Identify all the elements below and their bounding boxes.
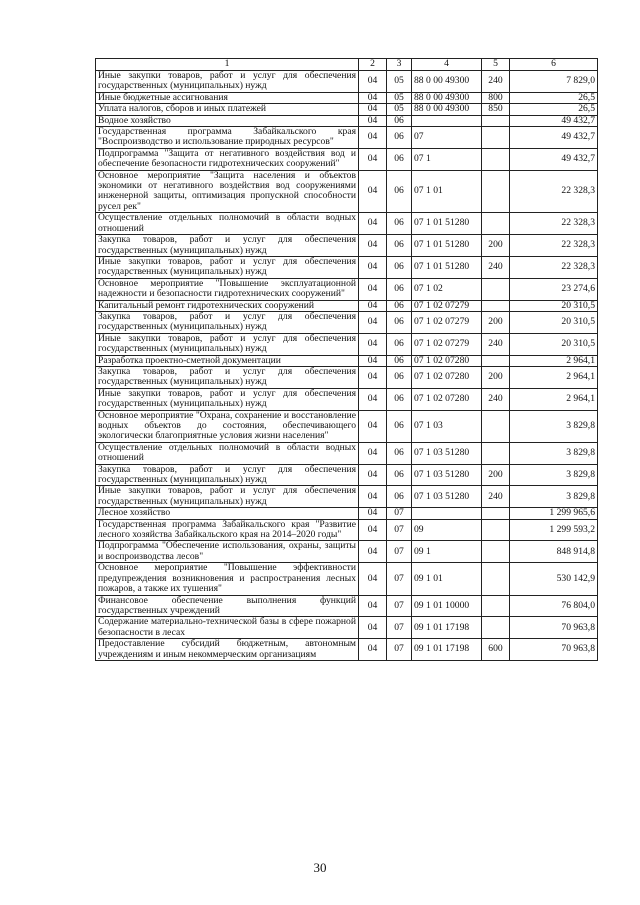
row-target-article: 07 1 02 [412, 278, 482, 300]
row-amount: 49 432,7 [510, 115, 598, 126]
row-section: 04 [359, 541, 387, 563]
row-target-article: 07 1 02 07280 [412, 366, 482, 388]
row-section: 04 [359, 300, 387, 311]
header-row [96, 59, 598, 71]
row-expense-type [482, 115, 510, 126]
table-row [96, 311, 598, 333]
table-row [96, 639, 598, 661]
row-amount: 70 963,8 [510, 639, 598, 661]
row-expense-type: 200 [482, 235, 510, 257]
row-subsection: 06 [387, 170, 412, 213]
table-row [96, 442, 598, 464]
row-subsection: 06 [387, 300, 412, 311]
row-expense-type: 850 [482, 104, 510, 115]
col-header-name: 1 [96, 59, 359, 71]
row-expense-type: 240 [482, 388, 510, 410]
table-row [96, 115, 598, 126]
table-row [96, 355, 598, 366]
table-row [96, 213, 598, 235]
row-section: 04 [359, 508, 387, 519]
row-name: Иные закупки товаров, работ и услуг для обеспечения государственных (муниципальных) нужд [96, 486, 359, 508]
row-subsection: 06 [387, 333, 412, 355]
row-amount: 20 310,5 [510, 311, 598, 333]
row-amount: 20 310,5 [510, 300, 598, 311]
table-row [96, 464, 598, 486]
row-expense-type [482, 410, 510, 442]
row-amount: 3 829,8 [510, 442, 598, 464]
row-name: Закупка товаров, работ и услуг для обеспечения государственных (муниципальных) нужд [96, 235, 359, 257]
table-row [96, 278, 598, 300]
row-expense-type [482, 442, 510, 464]
row-expense-type [482, 617, 510, 639]
row-target-article: 07 1 02 07280 [412, 388, 482, 410]
row-expense-type [482, 213, 510, 235]
table-row [96, 508, 598, 519]
row-expense-type: 240 [482, 256, 510, 278]
row-subsection: 06 [387, 464, 412, 486]
row-amount: 23 274,6 [510, 278, 598, 300]
row-target-article: 07 1 02 07280 [412, 355, 482, 366]
row-target-article: 88 0 00 49300 [412, 71, 482, 93]
row-name: Иные закупки товаров, работ и услуг для обеспечения государственных (муниципальных) нужд [96, 388, 359, 410]
row-name: Государственная программа Забайкальского края "Воспроизводство и использование природных ресурсов" [96, 127, 359, 149]
row-amount: 1 299 965,6 [510, 508, 598, 519]
row-subsection: 07 [387, 563, 412, 595]
row-section: 04 [359, 115, 387, 126]
table-row [96, 104, 598, 115]
row-section: 04 [359, 519, 387, 541]
row-section: 04 [359, 410, 387, 442]
col-header-section: 2 [359, 59, 387, 71]
row-amount: 22 328,3 [510, 170, 598, 213]
table-row [96, 333, 598, 355]
table-row [96, 541, 598, 563]
table-row [96, 92, 598, 103]
row-amount: 848 914,8 [510, 541, 598, 563]
row-amount: 22 328,3 [510, 256, 598, 278]
row-subsection: 06 [387, 148, 412, 170]
row-expense-type [482, 300, 510, 311]
row-name: Уплата налогов, сборов и иных платежей [96, 104, 359, 115]
row-section: 04 [359, 563, 387, 595]
table-row [96, 235, 598, 257]
row-name: Закупка товаров, работ и услуг для обеспечения государственных (муниципальных) нужд [96, 311, 359, 333]
row-section: 04 [359, 104, 387, 115]
row-section: 04 [359, 235, 387, 257]
row-section: 04 [359, 639, 387, 661]
row-name: Содержание материально-технической базы в сфере пожарной безопасности в лесах [96, 617, 359, 639]
row-target-article: 09 1 01 [412, 563, 482, 595]
row-amount: 76 804,0 [510, 595, 598, 617]
row-target-article: 07 1 02 07279 [412, 333, 482, 355]
table-row [96, 563, 598, 595]
row-name: Основное мероприятие "Защита населения и объектов экономики от негативного воздействия вод сооружениями инженерной защиты, оптимизация пропускной способности русел рек" [96, 170, 359, 213]
row-section: 04 [359, 278, 387, 300]
row-expense-type [482, 541, 510, 563]
row-section: 04 [359, 355, 387, 366]
row-target-article: 88 0 00 49300 [412, 104, 482, 115]
row-name: Подпрограмма "Обеспечение использования, охраны, защиты и воспроизводства лесов" [96, 541, 359, 563]
row-section: 04 [359, 213, 387, 235]
row-subsection: 07 [387, 508, 412, 519]
row-expense-type: 800 [482, 92, 510, 103]
row-subsection: 05 [387, 92, 412, 103]
row-amount: 7 829,0 [510, 71, 598, 93]
row-name: Осуществление отдельных полномочий в области водных отношений [96, 442, 359, 464]
row-subsection: 06 [387, 235, 412, 257]
row-amount: 49 432,7 [510, 127, 598, 149]
row-target-article: 09 [412, 519, 482, 541]
row-section: 04 [359, 333, 387, 355]
row-amount: 20 310,5 [510, 333, 598, 355]
row-name: Иные закупки товаров, работ и услуг для обеспечения государственных (муниципальных) нужд [96, 71, 359, 93]
table-row [96, 71, 598, 93]
row-section: 04 [359, 442, 387, 464]
row-target-article: 07 1 03 51280 [412, 464, 482, 486]
row-subsection: 06 [387, 410, 412, 442]
table-row [96, 127, 598, 149]
row-subsection: 06 [387, 213, 412, 235]
row-subsection: 06 [387, 355, 412, 366]
row-target-article: 07 1 03 [412, 410, 482, 442]
row-amount: 49 432,7 [510, 148, 598, 170]
row-amount: 1 299 593,2 [510, 519, 598, 541]
table-row [96, 256, 598, 278]
row-subsection: 06 [387, 278, 412, 300]
row-expense-type: 240 [482, 71, 510, 93]
col-header-amount: 6 [510, 59, 598, 71]
page-number: 30 [313, 860, 327, 875]
row-target-article: 09 1 01 17198 [412, 617, 482, 639]
row-section: 04 [359, 170, 387, 213]
table-row [96, 300, 598, 311]
row-amount: 22 328,3 [510, 213, 598, 235]
row-name: Предоставление субсидий бюджетным, автономным учреждениям и иным некоммерческим организациям [96, 639, 359, 661]
row-target-article: 07 1 01 51280 [412, 256, 482, 278]
row-target-article: 09 1 01 17198 [412, 639, 482, 661]
row-amount: 3 829,8 [510, 486, 598, 508]
row-name: Финансовое обеспечение выполнения функций государственных учреждений [96, 595, 359, 617]
row-target-article: 07 1 03 51280 [412, 442, 482, 464]
row-expense-type [482, 148, 510, 170]
row-name: Основное мероприятие "Повышение эффективности предупреждения возникновения и распространения лесных пожаров, а также их тушения" [96, 563, 359, 595]
row-name: Лесное хозяйство [96, 508, 359, 519]
row-target-article: 09 1 01 10000 [412, 595, 482, 617]
row-name: Закупка товаров, работ и услуг для обеспечения государственных (муниципальных) нужд [96, 464, 359, 486]
row-section: 04 [359, 595, 387, 617]
row-expense-type [482, 127, 510, 149]
row-expense-type: 200 [482, 366, 510, 388]
row-subsection: 06 [387, 388, 412, 410]
row-name: Водное хозяйство [96, 115, 359, 126]
row-target-article: 07 [412, 127, 482, 149]
table-row [96, 148, 598, 170]
row-subsection: 06 [387, 366, 412, 388]
row-subsection: 06 [387, 127, 412, 149]
row-subsection: 05 [387, 71, 412, 93]
row-expense-type: 600 [482, 639, 510, 661]
row-target-article: 07 1 [412, 148, 482, 170]
row-section: 04 [359, 617, 387, 639]
col-header-expense-type: 5 [482, 59, 510, 71]
row-name: Основное мероприятие "Повышение эксплуатационной надежности и безопасности гидротехнических сооружений" [96, 278, 359, 300]
row-name: Иные закупки товаров, работ и услуг для обеспечения государственных (муниципальных) нужд [96, 256, 359, 278]
row-section: 04 [359, 71, 387, 93]
row-target-article: 07 1 02 07279 [412, 311, 482, 333]
row-section: 04 [359, 311, 387, 333]
row-subsection: 07 [387, 617, 412, 639]
table-body [96, 71, 598, 661]
row-amount: 70 963,8 [510, 617, 598, 639]
row-amount: 26,5 [510, 104, 598, 115]
row-expense-type [482, 170, 510, 213]
table-row [96, 595, 598, 617]
row-subsection: 07 [387, 639, 412, 661]
row-expense-type: 240 [482, 486, 510, 508]
row-target-article [412, 115, 482, 126]
row-amount: 26,5 [510, 92, 598, 103]
row-expense-type: 200 [482, 311, 510, 333]
row-amount: 2 964,1 [510, 388, 598, 410]
row-subsection: 06 [387, 256, 412, 278]
row-amount: 530 142,9 [510, 563, 598, 595]
row-target-article: 07 1 01 51280 [412, 235, 482, 257]
row-name: Осуществление отдельных полномочий в области водных отношений [96, 213, 359, 235]
row-expense-type [482, 355, 510, 366]
row-subsection: 06 [387, 311, 412, 333]
row-expense-type [482, 278, 510, 300]
row-name: Иные закупки товаров, работ и услуг для обеспечения государственных (муниципальных) нужд [96, 333, 359, 355]
row-section: 04 [359, 388, 387, 410]
row-target-article [412, 508, 482, 519]
row-target-article: 07 1 01 [412, 170, 482, 213]
table-row [96, 519, 598, 541]
row-subsection: 06 [387, 486, 412, 508]
row-section: 04 [359, 366, 387, 388]
row-subsection: 07 [387, 519, 412, 541]
row-name: Разработка проектно-сметной документации [96, 355, 359, 366]
row-name: Государственная программа Забайкальского края "Развитие лесного хозяйства Забайкальского края на 2014–2020 годы" [96, 519, 359, 541]
row-amount: 2 964,1 [510, 366, 598, 388]
table-row [96, 170, 598, 213]
row-expense-type: 200 [482, 464, 510, 486]
row-amount: 3 829,8 [510, 410, 598, 442]
row-subsection: 07 [387, 595, 412, 617]
table-row [96, 486, 598, 508]
row-name: Подпрограмма "Защита от негативного воздействия вод и обеспечение безопасности гидротехнических сооружений" [96, 148, 359, 170]
row-section: 04 [359, 486, 387, 508]
row-expense-type [482, 563, 510, 595]
row-section: 04 [359, 464, 387, 486]
table-row [96, 388, 598, 410]
row-section: 04 [359, 148, 387, 170]
row-subsection: 07 [387, 541, 412, 563]
row-target-article: 07 1 02 07279 [412, 300, 482, 311]
row-name: Закупка товаров, работ и услуг для обеспечения государственных (муниципальных) нужд [96, 366, 359, 388]
row-name: Основное мероприятие "Охрана, сохранение и восстановление водных объектов до состояния, обеспечивающего экологически благоприятные условия жизни населения" [96, 410, 359, 442]
row-section: 04 [359, 127, 387, 149]
row-subsection: 06 [387, 115, 412, 126]
table-row [96, 366, 598, 388]
row-expense-type [482, 508, 510, 519]
row-expense-type: 240 [482, 333, 510, 355]
row-amount: 3 829,8 [510, 464, 598, 486]
row-section: 04 [359, 256, 387, 278]
row-subsection: 06 [387, 442, 412, 464]
row-section: 04 [359, 92, 387, 103]
col-header-target-article: 4 [412, 59, 482, 71]
row-target-article: 07 1 03 51280 [412, 486, 482, 508]
row-name: Иные бюджетные ассигнования [96, 92, 359, 103]
row-amount: 22 328,3 [510, 235, 598, 257]
row-expense-type [482, 595, 510, 617]
col-header-subsection: 3 [387, 59, 412, 71]
row-name: Капитальный ремонт гидротехнических сооружений [96, 300, 359, 311]
row-subsection: 05 [387, 104, 412, 115]
row-target-article: 09 1 [412, 541, 482, 563]
row-expense-type [482, 519, 510, 541]
table-row [96, 410, 598, 442]
table-row [96, 617, 598, 639]
row-target-article: 88 0 00 49300 [412, 92, 482, 103]
row-target-article: 07 1 01 51280 [412, 213, 482, 235]
row-amount: 2 964,1 [510, 355, 598, 366]
budget-table [95, 58, 598, 661]
